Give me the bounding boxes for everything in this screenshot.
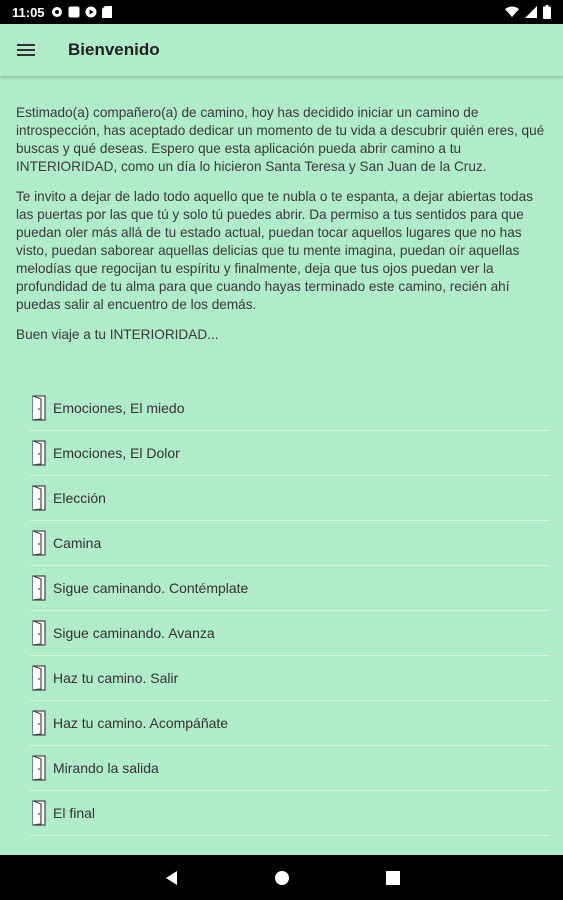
status-bar [0,0,563,24]
notification-icons [51,6,112,18]
list-item-label: Haz tu camino. Salir [53,670,179,686]
door-icon [30,620,48,646]
door-icon [30,800,48,826]
intro-paragraph-2: Te invito a dejar de lado todo aquello que te nubla o te espanta, a dejar abiertas todas las puertas por las que tú y solo tú puedes abrir. Da permiso a tus sentidos para que puedan oler más allá de tu estado actual, puedan tocar aquellos lugares que no has visto, puedan saborear aquellas delicias que tu mente imagina, puedan oír aquellas melodías que regocijan tu espíritu y finalmente, deja que tus ojos puedan ver la profundidad de tu alma para que cuando hayas terminado este camino, recién ahí puedas salir al encuentro de los demás. [16,189,533,312]
intro-paragraph-3: Buen viaje a tu INTERIORIDAD... [16,327,219,342]
list-item[interactable] [30,611,549,656]
intro-paragraph-1: Estimado(a) compañero(a) de camino, hoy has decidido iniciar un camino de introspección, has aceptado dedicar un momento de tu vida a descubrir quién eres, qué buscas y qué deseas. Espero que esta aplicación pueda abrir camino a tu INTERIORIDAD, como un día lo hicieron Santa Teresa y San Juan de la Cruz. [16,105,545,174]
list-item-label: Sigue caminando. Contémplate [53,580,249,596]
list-item[interactable] [30,521,549,566]
app-notification-icon [68,6,80,18]
list-item[interactable] [30,476,549,521]
menu-icon [17,44,35,56]
door-icon [30,575,48,601]
list-item-label: Camina [53,535,102,551]
chapter-list [30,386,549,836]
list-item[interactable] [30,746,549,791]
app-bar [0,24,563,76]
recents-icon[interactable] [386,871,400,885]
list-item-label: Haz tu camino. Acompáñate [53,715,229,731]
door-icon [30,710,48,736]
list-item[interactable] [30,701,549,746]
door-icon [30,665,48,691]
list-item[interactable] [30,791,549,836]
list-item-label: Sigue caminando. Avanza [53,625,215,641]
signal-icon [525,6,537,18]
home-icon[interactable] [274,870,290,886]
list-item-label: Mirando la salida [53,760,159,776]
list-item-label: Elección [53,490,106,506]
wifi-icon [505,6,519,18]
list-item-label: Emociones, El Dolor [53,445,180,461]
menu-button[interactable] [0,24,52,76]
list-item[interactable] [30,656,549,701]
sd-card-icon [102,6,112,18]
settings-icon [51,6,63,18]
page-title: Bienvenido [68,40,160,59]
status-time: 11:05 [12,4,45,20]
battery-icon [543,5,551,19]
navigation-bar [0,855,563,900]
list-item[interactable] [30,431,549,476]
back-icon[interactable] [164,870,178,886]
list-item[interactable] [30,566,549,611]
list-item-label: El final [53,805,96,821]
list-item[interactable] [30,386,549,431]
door-icon [30,395,48,421]
list-item-label: Emociones, El miedo [53,400,185,416]
intro-text [16,104,551,356]
door-icon [30,485,48,511]
door-icon [30,530,48,556]
door-icon [30,440,48,466]
door-icon [30,755,48,781]
play-icon [85,6,97,18]
